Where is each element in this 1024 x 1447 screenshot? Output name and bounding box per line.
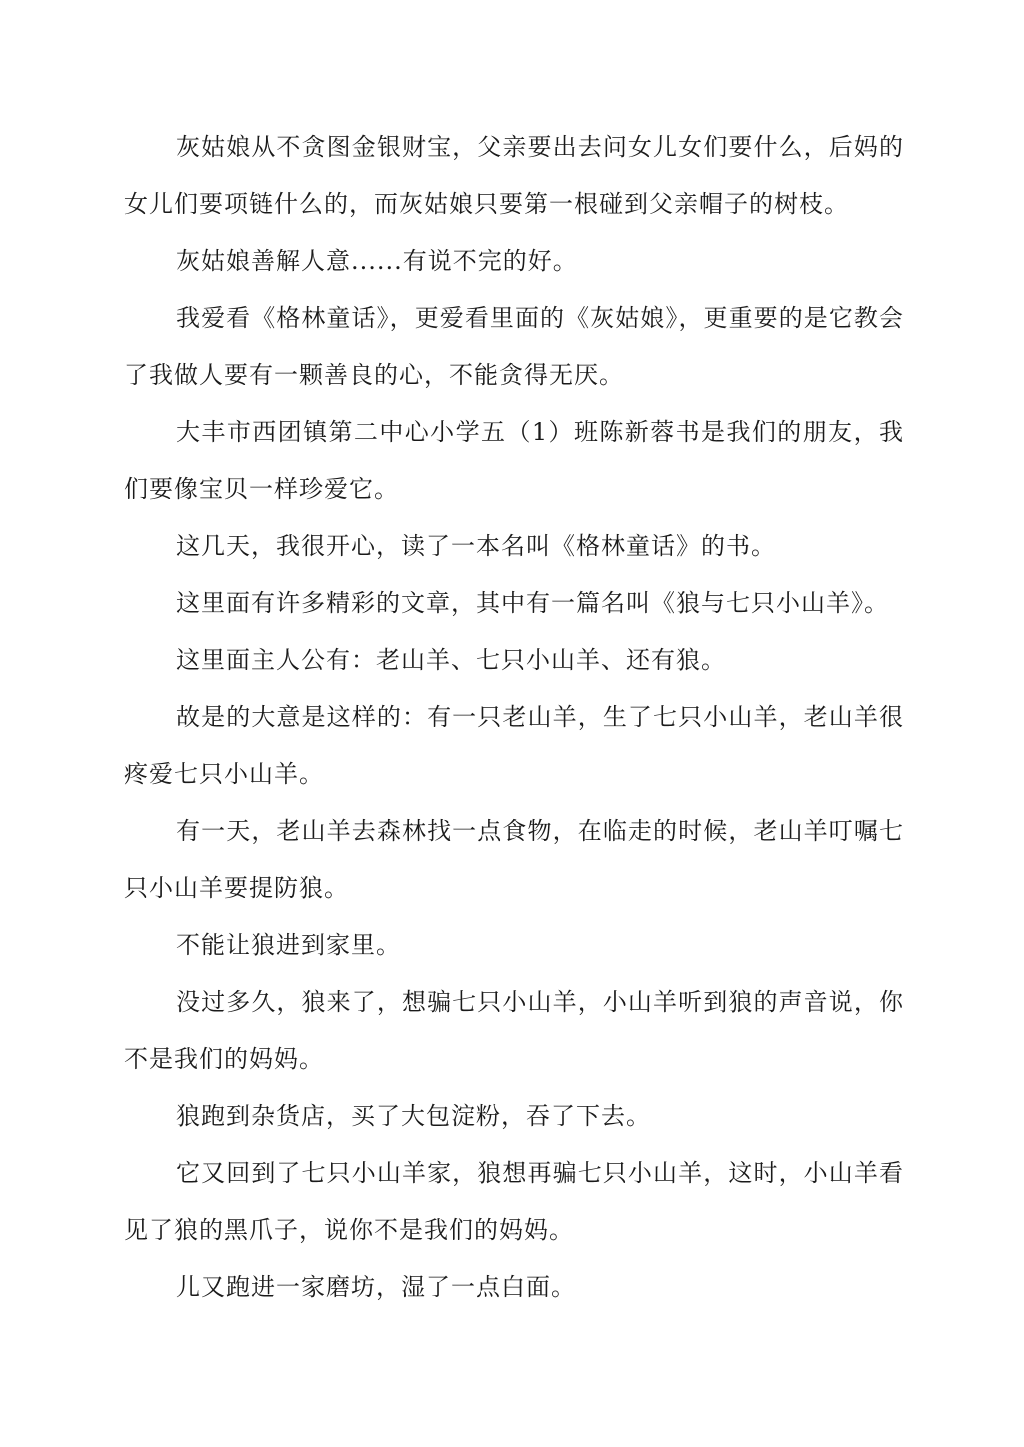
paragraph: 这里面主人公有：老山羊、七只小山羊、还有狼。 bbox=[176, 646, 726, 674]
paragraph: 灰姑娘善解人意......有说不完的好。 bbox=[176, 247, 578, 275]
document-body bbox=[124, 119, 904, 1316]
paragraph: 大丰市西团镇第二中心小学五（1）班陈新蓉书是我们的朋友，我们要像宝贝一样珍爱它。 bbox=[124, 418, 904, 503]
paragraph: 我爱看《格林童话》，更爱看里面的《灰姑娘》，更重要的是它教会了我做人要有一颗善良的心，不能贪得无厌。 bbox=[124, 304, 904, 389]
paragraph: 故是的大意是这样的：有一只老山羊，生了七只小山羊，老山羊很疼爱七只小山羊。 bbox=[124, 703, 904, 788]
paragraph: 不能让狼进到家里。 bbox=[176, 931, 401, 959]
paragraph: 有一天，老山羊去森林找一点食物，在临走的时候，老山羊叮嘱七只小山羊要提防狼。 bbox=[124, 817, 904, 902]
paragraph: 狼跑到杂货店，买了大包淀粉，吞了下去。 bbox=[176, 1102, 651, 1130]
paragraph: 灰姑娘从不贪图金银财宝，父亲要出去问女儿女们要什么，后妈的女儿们要项链什么的，而灰姑娘只要第一根碰到父亲帽子的树枝。 bbox=[124, 133, 904, 218]
paragraph: 这里面有许多精彩的文章，其中有一篇名叫《狼与七只小山羊》。 bbox=[176, 589, 889, 617]
paragraph: 这几天，我很开心，读了一本名叫《格林童话》的书。 bbox=[176, 532, 776, 560]
paragraph: 它又回到了七只小山羊家，狼想再骗七只小山羊，这时，小山羊看见了狼的黑爪子，说你不是我们的妈妈。 bbox=[124, 1159, 904, 1244]
paragraph: 儿又跑进一家磨坊，湿了一点白面。 bbox=[176, 1273, 576, 1301]
paragraph: 没过多久，狼来了，想骗七只小山羊，小山羊听到狼的声音说，你不是我们的妈妈。 bbox=[124, 988, 904, 1073]
